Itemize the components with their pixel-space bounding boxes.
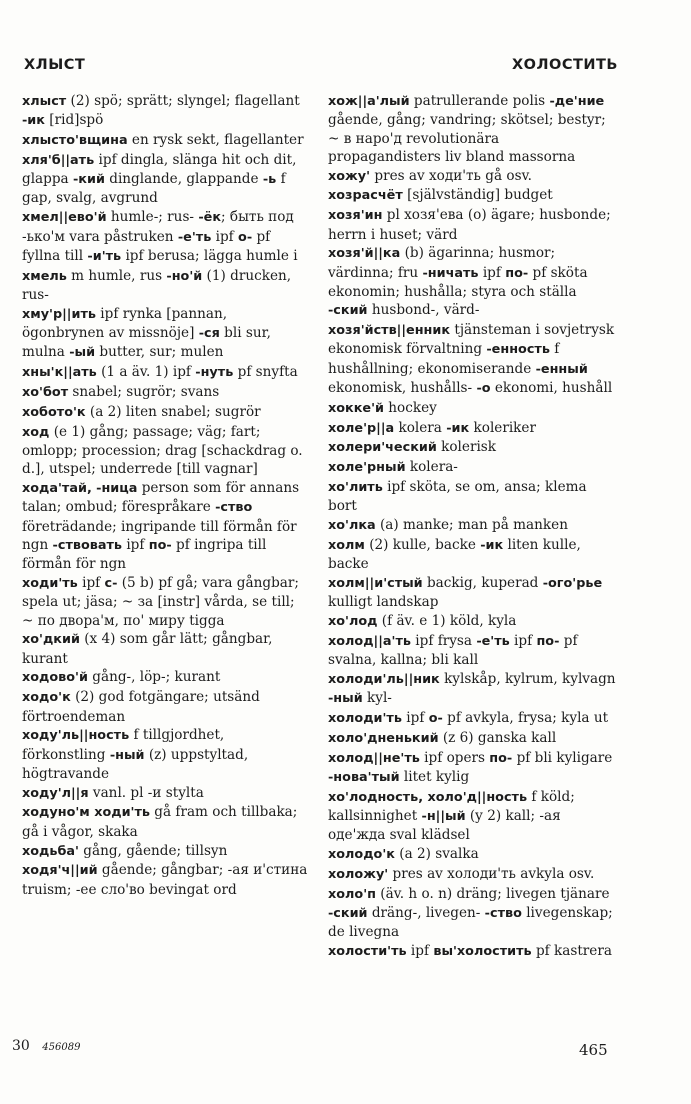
dictionary-entry [22, 363, 308, 382]
definition-text: [rid]spö [44, 112, 104, 129]
derivative-form: -ный [328, 691, 363, 707]
derivative-form: по- [489, 750, 513, 766]
definition-text: ipf frysa [410, 632, 477, 649]
derivative-form: о- [428, 711, 443, 726]
entry-headword: холожу' [328, 866, 389, 882]
print-code: 456089 [42, 1042, 81, 1053]
derivative-form: вы'холостить [433, 944, 532, 960]
dictionary-entry [328, 612, 616, 631]
definition-text: (b) ägarinna; husmor; värdinna; fru [328, 245, 556, 281]
definition-text: f hushållning; ekonomiserande [328, 341, 560, 377]
derivative-form: -де'ние [549, 94, 605, 109]
entry-headword: хо'лка [328, 518, 376, 534]
dictionary-entry [22, 403, 308, 422]
dictionary-entry [22, 151, 308, 208]
definition-text: företrädande; ingripande till förmån för ngn [22, 518, 297, 553]
signature-mark [12, 1038, 80, 1054]
definition-text: en rysk sekt, flagellanter [127, 132, 304, 149]
definition-text: vanl. pl -и stylta [88, 784, 204, 801]
definition-text: f tillgjordhet, förkonstling [22, 727, 225, 763]
definition-text: gående; gångbar; -ая и'стина truism; -ее сло'во bevingat ord [22, 862, 308, 898]
entry-headword: хмель [22, 268, 67, 284]
definition-text: pf sköta ekonomin; hushålla; styra och ställa [328, 264, 588, 300]
entry-headword: холод||не'ть [328, 750, 420, 766]
dictionary-entry [328, 885, 616, 942]
definition-text: dräng-, livegen- [367, 904, 485, 921]
entry-headword: ходу'ль||ность [22, 728, 130, 744]
definition-text: person som för annans talan; ombud; förespråkare [22, 479, 300, 516]
dictionary-entry [328, 632, 616, 670]
derivative-form: -кий [72, 172, 105, 188]
entry-headword: холо'дненький [328, 730, 439, 746]
definition-text: humle-; rus- [106, 209, 199, 226]
derivative-form: -нова'тый [328, 769, 400, 785]
dictionary-entry [328, 167, 616, 186]
entry-headword: хожу' [328, 168, 371, 184]
entry-headword: ходи'ть [22, 575, 78, 591]
definition-text: ekonomi, hushåll [490, 379, 613, 396]
dictionary-entry [328, 729, 616, 748]
entry-headword: холодо'к [328, 847, 395, 863]
definition-text: liten kulle, backe [328, 536, 581, 573]
entry-headword: холости'ть [328, 944, 407, 960]
derivative-form: -ствовать [52, 537, 122, 553]
definition-text: (2) god fotgängare; utsänd förtroendeman [22, 689, 260, 725]
entry-headword: хозя'йств||енник [328, 323, 451, 339]
entry-headword: хо'лодность, холо'д||ность [328, 789, 528, 805]
derivative-form: -ница [96, 480, 138, 496]
definition-text: (2) kulle, backe [364, 536, 481, 553]
dictionary-entry [22, 383, 308, 402]
definition-text: ipf berusa; lägga humle i [121, 247, 298, 264]
definition-text: pf ingripa till förmån för ngn [22, 536, 267, 573]
definition-text: pl хозя'ева (o) ägare; husbonde; herrn i huset; värd [328, 207, 611, 243]
definition-text: f köld; kallsinnighet [328, 788, 575, 824]
dictionary-entry [328, 574, 616, 612]
entry-headword: холоди'ль||ник [328, 671, 440, 687]
page-number: 465 [579, 1041, 608, 1059]
definition-text: ipf [406, 943, 434, 960]
definition-text: ipf dingla, slänga hit och dit, glappa [22, 151, 297, 188]
derivative-form: -н||ый [421, 808, 466, 824]
dictionary-entry [22, 479, 308, 573]
definition-text: backig, kuperad [422, 574, 543, 591]
derivative-form: -ь [262, 172, 277, 188]
definition-text: gående, gång; vandring; skötsel; bestyr; ~ в наро'д revolutionära propagandisters liv bland massorna [328, 112, 606, 165]
dictionary-entry [22, 842, 308, 861]
definition-text: (x 4) som går lätt; gångbar, kurant [22, 631, 273, 667]
dictionary-entry [22, 92, 308, 131]
entry-headword: хозя'й||ка [328, 246, 401, 262]
dictionary-entry [328, 458, 616, 477]
entry-headword: холод||а'ть [328, 633, 411, 649]
entry-headword: холм [328, 537, 365, 553]
derivative-form: -ик [446, 420, 470, 436]
definition-text: ipf [122, 536, 149, 553]
definition-text: ipf rynka [pannan, ögonbrynen av missnöje] [22, 305, 228, 342]
derivative-form: -ый [69, 345, 96, 361]
derivative-form: -ство [484, 905, 522, 921]
running-head-right: ХОЛОСТИТЬ [512, 57, 618, 73]
dictionary-entry [328, 92, 616, 166]
definition-text: f gap, svalg, avgrund [22, 171, 286, 207]
definition-text: koleriker [469, 419, 536, 436]
definition-text: bli sur, mulna [22, 325, 271, 361]
dictionary-entry [328, 244, 616, 320]
dictionary-entry [328, 942, 616, 961]
dictionary-entry [328, 206, 616, 244]
definition-text: ipf [509, 632, 537, 649]
definition-text: litet kylig [399, 768, 470, 785]
entry-headword: ходо'к [22, 690, 71, 706]
derivative-form: -е'ть [476, 633, 510, 649]
definition-text: patrullerande polis [409, 93, 550, 109]
derivative-form: -ся [198, 326, 220, 342]
derivative-form: -ный [109, 747, 145, 763]
dictionary-entry [328, 399, 616, 418]
definition-text: pres av холоди'ть avkyla osv. [388, 865, 595, 882]
entry-headword: хозя'ин [328, 208, 383, 224]
dictionary-entry [328, 186, 616, 205]
definition-text: pres av ходи'ть gå osv. [370, 167, 532, 184]
definition-text: tjänsteman i sovjetrysk ekonomisk förvaltning [328, 322, 615, 358]
dictionary-entry [22, 630, 308, 668]
dictionary-entry [328, 536, 616, 574]
derivative-form: о- [238, 229, 253, 245]
derivative-form: по- [536, 633, 560, 649]
entry-headword: ходу'л||я [22, 785, 89, 801]
derivative-form: -ик [480, 537, 504, 553]
dictionary-entry [328, 670, 616, 709]
dictionary-entry [22, 574, 308, 630]
definition-text: pf fyllna till [22, 228, 271, 264]
derivative-form: -енный [535, 361, 588, 377]
definition-text: pf snyfta [233, 364, 298, 381]
right-column [328, 92, 616, 962]
definition-text: ipf sköta, se om, ansa; klema bort [328, 478, 587, 515]
definition-text: (z 6) ganska kall [438, 729, 557, 746]
entry-headword: хо'лить [328, 479, 383, 495]
definition-text: dinglande, glappande [104, 171, 263, 188]
definition-text: gång-, löp-; kurant [87, 669, 221, 686]
definition-text: [självständig] budget [402, 187, 553, 204]
definition-text: ipf opers [419, 749, 490, 766]
definition-text: (y 2) kall; -ая оде'жда sval klädsel [328, 807, 561, 844]
derivative-form: -енность [486, 342, 550, 358]
definition-text: (5 b) pf gå; vara gångbar; spela ut; jäsa; ~ за [instr] vårda, se till; ~ по двора'м, по' миру tigga [22, 574, 299, 629]
definition-text: pf kastrera [531, 943, 612, 960]
entry-headword: ходя'ч||ий [22, 863, 98, 879]
derivative-form: -и'ть [87, 248, 122, 264]
dictionary-entry [22, 267, 308, 305]
dictionary-entry [22, 668, 308, 687]
derivative-form: -ик [22, 113, 45, 129]
dictionary-entry [22, 784, 308, 803]
dictionary-entry [328, 419, 616, 438]
dictionary-entry [328, 749, 616, 788]
entry-headword: холери'ческий [328, 440, 437, 456]
derivative-form: -но'й [166, 268, 203, 284]
definition-text: (e 1) gång; passage; väg; fart; omlopp; procession; drag [schackdrag o. d.], utspel; underrede [till vagnar] [22, 423, 303, 478]
dictionary-entry [22, 803, 308, 841]
entry-headword: хля'б||ать [22, 152, 95, 168]
definition-text: ipf [77, 574, 105, 591]
derivative-form: по- [148, 537, 172, 553]
definition-text: ipf [211, 228, 239, 245]
definition-text: gå fram och tillbaka; gå i vågor, skaka [22, 804, 298, 840]
entry-headword: хода'тай, [22, 480, 92, 496]
left-column [22, 92, 308, 899]
definition-text: kolerisk [436, 439, 497, 456]
definition-text: (a 2) svalka [394, 846, 479, 863]
definition-text: livegenskap; de livegna [328, 904, 613, 941]
entry-headword: хму'р||ить [22, 306, 96, 322]
entry-headword: хлысто'вщина [22, 133, 128, 149]
definition-text: butter, sur; mulen [95, 344, 224, 361]
entry-headword: хлыст [22, 94, 67, 109]
definition-text: ipf [401, 710, 429, 726]
dictionary-entry [328, 865, 616, 884]
definition-text: kolera [394, 419, 447, 436]
definition-text: kulligt landskap [328, 594, 439, 611]
dictionary-entry [328, 478, 616, 516]
entry-headword: холе'р||а [328, 420, 395, 436]
entry-headword: хокке'й [328, 400, 384, 416]
definition-text: ipf [478, 264, 506, 281]
dictionary-entry [22, 131, 308, 150]
dictionary-entry [328, 845, 616, 864]
entry-headword: холоди'ть [328, 711, 402, 726]
definition-text: kylskåp, kylrum, kylvagn [439, 670, 616, 687]
definition-text: (a) manke; man på manken [375, 517, 568, 534]
entry-headword: хо'лод [328, 614, 378, 630]
definition-text: kyl- [362, 690, 392, 707]
definition-text: (1 a äv. 1) ipf [96, 364, 196, 381]
entry-headword: хож||а'лый [328, 94, 410, 109]
entry-headword: ходьба' [22, 843, 79, 859]
entry-headword: ход [22, 424, 50, 440]
derivative-form: -е'ть [177, 229, 212, 245]
dictionary-entry [22, 208, 308, 266]
derivative-form: с- [104, 575, 118, 591]
definition-text: (a 2) liten snabel; sugrör [85, 403, 261, 420]
definition-text: (f äv. e 1) köld, kyla [377, 613, 517, 630]
dictionary-entry [328, 788, 616, 845]
definition-text: gång, gående; tillsyn [78, 842, 228, 859]
definition-text: pf avkyla, frysa; kyla ut [442, 710, 609, 726]
derivative-form: -ничать [422, 265, 479, 281]
definition-text: (1) drucken, rus- [22, 267, 292, 303]
running-head-left: ХЛЫСТ [24, 57, 86, 73]
dictionary-entry [328, 438, 616, 457]
definition-text: (2) spö; sprätt; slyngel; flagellant [66, 93, 300, 109]
entry-headword: хозрасчёт [328, 188, 403, 204]
derivative-form: -ство [215, 500, 253, 516]
entry-headword: холм||и'стый [328, 575, 423, 591]
derivative-form: -о [476, 380, 491, 396]
dictionary-entry [22, 726, 308, 783]
definition-text: husbond-, värd- [367, 302, 480, 319]
entry-headword: холо'п [328, 886, 376, 902]
entry-headword: хны'к||ать [22, 365, 97, 381]
definition-text: ; быть под -ько'м vara påstruken [22, 209, 294, 245]
entry-headword: холе'рный [328, 460, 406, 476]
derivative-form: -ский [328, 303, 368, 319]
entry-headword: хо'бот [22, 384, 69, 400]
definition-text: pf bli kyligare [512, 749, 613, 766]
dictionary-entry [328, 709, 616, 728]
derivative-form: -ёк [198, 210, 222, 226]
dictionary-entry [22, 861, 308, 899]
definition-text: hockey [383, 399, 437, 416]
entry-headword: хмел||ево'й [22, 210, 107, 226]
definition-text: kolera- [405, 459, 458, 476]
entry-headword: ходово'й [22, 670, 88, 686]
entry-headword: хо'дкий [22, 632, 80, 648]
signature-number: 30 [12, 1038, 30, 1054]
definition-text: (z) uppstyltad, högtravande [22, 746, 249, 782]
definition-text: ekonomisk, hushålls- [328, 379, 477, 396]
definition-text: snabel; sugrör; svans [68, 383, 220, 400]
derivative-form: -ого'рье [542, 575, 603, 591]
derivative-form: по- [505, 265, 529, 281]
derivative-form: -ский [328, 905, 368, 921]
dictionary-entry [328, 516, 616, 535]
definition-text: pf svalna, kallna; bli kall [328, 632, 578, 669]
entry-headword: хобото'к [22, 404, 86, 420]
definition-text: (äv. h o. n) dräng; livegen tjänare [375, 885, 610, 902]
dictionary-entry [22, 423, 308, 479]
dictionary-entry [328, 321, 616, 398]
dictionary-entry [22, 305, 308, 363]
definition-text: m humle, rus [66, 267, 167, 284]
entry-headword: ходуно'м ходи'ть [22, 805, 150, 821]
derivative-form: -нуть [195, 365, 234, 381]
dictionary-entry [22, 688, 308, 726]
